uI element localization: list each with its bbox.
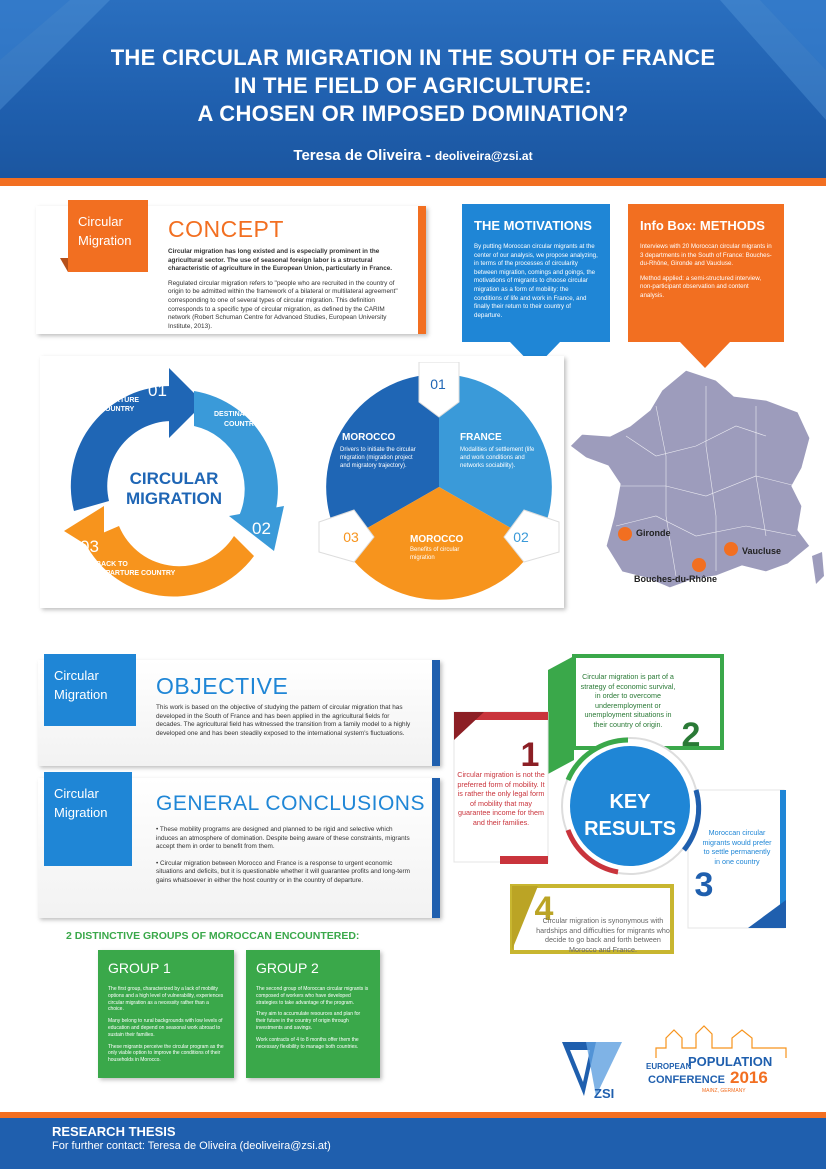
pie-france-text: Modalities of settlement (life and work conditions and networks sociability). bbox=[460, 447, 535, 469]
conclusions-text: • These mobility programs are designed and planned to be rigid and selective which induces an atmosphere of domination. Despite being aware of these constraints, migrants accept them in order to benefit from them. • Circular migration between Morocco and France is a response to urgent economic situations and deficits, but it is questionable whether it will guarantee profits and long-term gains whatsoever in either the host country or in the country of departure. bbox=[156, 826, 410, 884]
cycle-number-2: 02 bbox=[252, 519, 271, 538]
poster-author bbox=[100, 147, 726, 164]
pie-france-title: FRANCE bbox=[460, 432, 502, 443]
header-stripe bbox=[0, 178, 826, 186]
pie-number-2: 02 bbox=[513, 529, 529, 545]
pie-morocco2-title: MOROCCO bbox=[410, 534, 464, 545]
epc-line1: EUROPEAN bbox=[646, 1062, 692, 1071]
footer-title: RESEARCH THESIS bbox=[52, 1124, 176, 1139]
objective-accent bbox=[432, 660, 440, 766]
pie-morocco2-text: Benefits of circular migration bbox=[410, 547, 460, 561]
methods-title: Info Box: METHODS bbox=[640, 218, 765, 233]
author-email: deoliveira@zsi.at bbox=[434, 149, 533, 163]
group-2-title: GROUP 2 bbox=[256, 960, 319, 976]
conclusions-tag: Circular Migration bbox=[44, 772, 132, 866]
pie-number-3: 03 bbox=[343, 529, 359, 545]
result-number-2: 2 bbox=[681, 716, 701, 754]
conclusion-bullet-1: These mobility programs are designed and planned to be rigid and selective which induces an atmosphere of domination. Despite being aware of these constraints, migrants accept them in order to benefit from them. bbox=[156, 826, 410, 851]
circular-migration-cycle bbox=[44, 356, 300, 606]
objective-text: This work is based on the objective of studying the pattern of circular migration that has developed in the South of France and has been applied in the agricultural fields for decades. The agricultural field has witnessed the transition from a family model to a highly developed one and has been steadily exposed to the international system's fluctuations. bbox=[156, 704, 411, 737]
group-2-text-2: They aim to accumulate resources and plan for their future in the country of origin through investments and savings. bbox=[256, 1011, 361, 1031]
motivations-text: By putting Moroccan circular migrants at the center of our analysis, we propose analyzing, in terms of the processes of circularity between migration, comings and goings, the motivations of migrants to choose circular migration as a form of mobility: the conditions of life and work in France, and finally their return to their country of departure. bbox=[474, 243, 598, 319]
result-4-text: Circular migration is synonymous with hardships and difficulties for migrants who decide to go back and forth between Morocco and France. bbox=[536, 916, 670, 954]
group-1-text-2: Many belong to rural backgrounds with low levels of education and depend on seasonal work abroad to sustain their families. bbox=[108, 1018, 223, 1038]
pie-morocco1-text: Drivers to initiate the circular migration (migration project and migratory trajectory). bbox=[340, 447, 416, 469]
cycle-center-line1: CIRCULAR bbox=[129, 469, 219, 488]
result-number-1: 1 bbox=[520, 736, 540, 774]
bouches-du-rhone-marker bbox=[692, 558, 706, 572]
key-results-title-1: KEY bbox=[609, 791, 651, 813]
epc-city: MAINZ, GERMANY bbox=[702, 1088, 746, 1094]
corsica-shape bbox=[812, 552, 824, 584]
methods-text-2: Method applied: a semi-structured interview, non-participant observation and content analysis. bbox=[640, 274, 762, 299]
result-2-text: Circular migration is part of a strategy of economic survival, in order to overcome underemployment or unemployment situations in their country of origin. bbox=[580, 672, 676, 729]
zsi-logo bbox=[556, 1032, 626, 1102]
author-name: Teresa de Oliveira - bbox=[293, 147, 435, 164]
footer-contact: For further contact: Teresa de Oliveira (deoliveira@zsi.at) bbox=[52, 1140, 331, 1152]
conclusion-bullet-2: Circular migration between Morocco and France is a response to urgent economic situations and deficits, but it is questionable whether it will guarantee profits and long-term gains whatsoever in either the host country or in the country of departure. bbox=[156, 859, 410, 884]
group-2-text-3: Work contracts of 4 to 8 months offer them the necessary flexibility to manage both countries. bbox=[256, 1036, 359, 1050]
concept-tag: Circular Migration bbox=[68, 200, 148, 272]
vaucluse-label: Vaucluse bbox=[742, 546, 782, 556]
gironde-marker bbox=[618, 527, 632, 541]
motivations-box bbox=[462, 204, 610, 342]
group-2-text-1: The second group of Moroccan circular migrants is composed of workers who have developed strategies to take advantage of the program. bbox=[256, 986, 369, 1006]
cycle-label-3a: BACK TO bbox=[96, 561, 128, 568]
methods-pointer bbox=[680, 342, 730, 368]
cycle-center-line2: MIGRATION bbox=[125, 489, 223, 508]
concept-tag-fold bbox=[60, 258, 70, 272]
methods-box bbox=[628, 204, 784, 342]
cycle-label-1b: COUNTRY bbox=[100, 406, 135, 413]
group-1-text-1: The first group, characterized by a lack of mobility options and a high level of vulnerability, experiences circular migration as a necessity rather than a choice. bbox=[108, 986, 224, 1013]
result-2-fold bbox=[548, 656, 574, 774]
cycle-number-3: 03 bbox=[80, 537, 99, 556]
vaucluse-marker bbox=[724, 542, 738, 556]
bouches-du-rhone-label: Bouches-du-Rhône bbox=[634, 574, 717, 584]
cycle-number-1: 01 bbox=[148, 381, 167, 400]
group-1-title: GROUP 1 bbox=[108, 960, 171, 976]
conclusions-accent bbox=[432, 778, 440, 918]
cycle-label-1a: DEPARTURE bbox=[96, 397, 140, 404]
cycle-label-3b: DEPARTURE COUNTRY bbox=[96, 570, 176, 577]
result-number-4: 4 bbox=[534, 890, 554, 928]
conclusions-title: GENERAL CONCLUSIONS bbox=[156, 792, 425, 815]
epc-line3: CONFERENCE bbox=[648, 1074, 726, 1086]
epc-logo bbox=[646, 1024, 796, 1104]
poster-title: THE CIRCULAR MIGRATION IN THE SOUTH OF FRANCE IN THE FIELD OF AGRICULTURE: A CHOSEN OR IMPOSED DOMINATION? bbox=[110, 45, 716, 126]
group-1-box bbox=[98, 950, 234, 1078]
epc-year: 2016 bbox=[730, 1068, 768, 1087]
cycle-label-2b: COUNTRY bbox=[224, 421, 259, 428]
pie-number-1: 01 bbox=[430, 376, 446, 392]
pie-morocco1-title: MOROCCO bbox=[342, 432, 396, 443]
zsi-logo-text: ZSI bbox=[594, 1086, 615, 1101]
groups-heading: 2 DISTINCTIVE GROUPS OF MOROCCAN ENCOUNTERED: bbox=[66, 930, 360, 942]
result-number-3: 3 bbox=[694, 866, 714, 904]
gironde-label: Gironde bbox=[636, 528, 671, 538]
migration-phases-pie bbox=[314, 362, 564, 608]
objective-title: OBJECTIVE bbox=[156, 673, 289, 699]
concept-title: CONCEPT bbox=[168, 216, 284, 242]
motivations-title: THE MOTIVATIONS bbox=[474, 218, 592, 233]
objective-tag: Circular Migration bbox=[44, 654, 136, 726]
cycle-label-2a: DESTINATION bbox=[214, 411, 261, 418]
methods-text-1: Interviews with 20 Moroccan circular migrants in 3 departments in the South of France: Bouches-du-Rhône, Gironde and Vaucluse. bbox=[640, 243, 772, 268]
concept-text: Circular migration has long existed and is especially prominent in the agricultural sector. The use of seasonal foreign labor is a structural characteristic of agriculture in the European Union, particularly in France. Regulated circular migration refers to "people who are recruited in the country of origin to be admitted within the framework of a bilateral or multilateral agreement" corresponding to one of several types of circular migration. This definition corresponds to a specific type of circular migration, as defined by the CARIM network (Robert Schuman Centre for Advanced Studies, European University Institute, 2013). bbox=[168, 248, 398, 330]
result-3-text: Moroccan circular migrants would prefer to settle permanently in one country bbox=[702, 828, 772, 866]
group-2-box bbox=[246, 950, 380, 1078]
group-1-text-3: These migrants perceive the circular program as the only viable option to improve the conditions of their households in Morocco. bbox=[108, 1043, 224, 1064]
result-1-text: Circular migration is not the preferred form of mobility. It is rather the only legal form of mobility that may guarantee income for them and their families. bbox=[457, 770, 545, 827]
epc-line2: POPULATION bbox=[688, 1054, 773, 1069]
concept-accent bbox=[418, 206, 426, 334]
key-results-title-2: RESULTS bbox=[584, 818, 676, 840]
